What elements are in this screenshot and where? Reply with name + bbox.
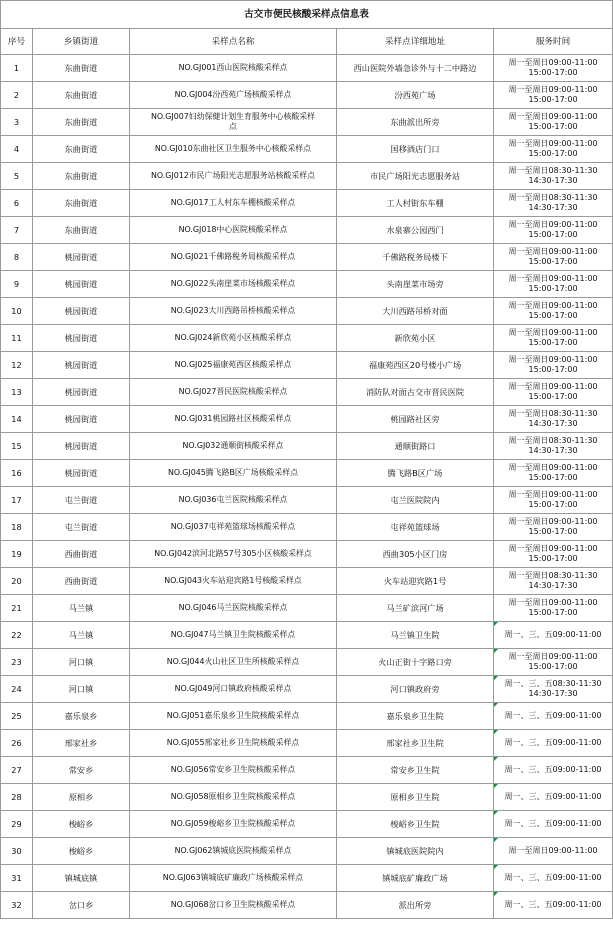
- row-number: 2: [1, 82, 33, 109]
- address-cell: 火车站迎宾路1号: [337, 568, 494, 595]
- site-name-cell: NO.GJ055邢家社乡卫生院核酸采样点: [130, 730, 337, 757]
- service-time-line: 周一至周日09:00-11:00: [508, 846, 598, 855]
- service-time-line: 15:00-17:00: [528, 230, 578, 239]
- service-time-cell: [494, 730, 613, 757]
- site-name-cell: NO.GJ046马兰医院核酸采样点: [130, 595, 337, 622]
- row-number: 26: [1, 730, 33, 757]
- table-row: [1, 406, 613, 433]
- row-number: 11: [1, 325, 33, 352]
- row-number: 13: [1, 379, 33, 406]
- service-time-line: 周一至周日09:00-11:00: [508, 517, 598, 526]
- service-time-line: 14:30-17:30: [528, 176, 578, 185]
- table-row: [1, 676, 613, 703]
- address-cell: 头南崖菜市场旁: [337, 271, 494, 298]
- table-row: [1, 703, 613, 730]
- row-number: 7: [1, 217, 33, 244]
- service-time-line: 15:00-17:00: [528, 122, 578, 131]
- service-time-cell: [494, 82, 613, 109]
- town-cell: 西曲街道: [33, 541, 130, 568]
- site-name-cell: NO.GJ062镇城底医院核酸采样点: [130, 838, 337, 865]
- address-cell: 国移酒店门口: [337, 136, 494, 163]
- service-time-line: 15:00-17:00: [528, 500, 578, 509]
- town-cell: 桃园街道: [33, 433, 130, 460]
- address-cell: 汾西苑广场: [337, 82, 494, 109]
- site-name-cell: NO.GJ037屯祥苑篮球场核酸采样点: [130, 514, 337, 541]
- town-cell: 桃园街道: [33, 298, 130, 325]
- site-name-cell: NO.GJ045腾飞路B区广场核酸采样点: [130, 460, 337, 487]
- service-time-line: 周一、三、五09:00-11:00: [504, 873, 602, 882]
- site-name-cell: NO.GJ063镇城底矿廉政广场核酸采样点: [130, 865, 337, 892]
- service-time-line: 周一、三、五08:30-11:30: [504, 679, 602, 688]
- service-time-cell: [494, 460, 613, 487]
- table-row: [1, 784, 613, 811]
- service-time-line: 周一、三、五09:00-11:00: [504, 819, 602, 828]
- service-time-line: 15:00-17:00: [528, 392, 578, 401]
- service-time-cell: [494, 622, 613, 649]
- table-row: [1, 136, 613, 163]
- header-cell-town: 乡镇街道: [33, 29, 130, 55]
- service-time-cell: [494, 514, 613, 541]
- service-time-line: 周一至周日09:00-11:00: [508, 139, 598, 148]
- table-row: [1, 622, 613, 649]
- service-time-line: 周一至周日09:00-11:00: [508, 247, 598, 256]
- row-number: 15: [1, 433, 33, 460]
- service-time-cell: [494, 838, 613, 865]
- service-time-line: 周一至周日09:00-11:00: [508, 463, 598, 472]
- service-time-line: 周一、三、五09:00-11:00: [504, 738, 602, 747]
- service-time-line: 14:30-17:30: [528, 689, 578, 698]
- service-time-line: 14:30-17:30: [528, 419, 578, 428]
- town-cell: 桃园街道: [33, 460, 130, 487]
- site-name-cell: NO.GJ044火山社区卫生所核酸采样点: [130, 649, 337, 676]
- table-row: [1, 379, 613, 406]
- row-number: 25: [1, 703, 33, 730]
- town-cell: 东曲街道: [33, 109, 130, 136]
- town-cell: 桃园街道: [33, 352, 130, 379]
- service-time-cell: [494, 595, 613, 622]
- service-time-cell: [494, 703, 613, 730]
- row-number: 6: [1, 190, 33, 217]
- table-row: [1, 892, 613, 919]
- header-cell-address: 采样点详细地址: [337, 29, 494, 55]
- town-cell: 常安乡: [33, 757, 130, 784]
- row-number: 17: [1, 487, 33, 514]
- address-cell: 马兰矿滨河广场: [337, 595, 494, 622]
- site-name-cell: NO.GJ024新欣苑小区核酸采样点: [130, 325, 337, 352]
- service-time-line: 周一至周日09:00-11:00: [508, 652, 598, 661]
- header-row: [1, 29, 613, 55]
- service-time-line: 周一、三、五09:00-11:00: [504, 765, 602, 774]
- table-row: [1, 82, 613, 109]
- row-number: 12: [1, 352, 33, 379]
- site-name-cell: NO.GJ022头南崖菜市场核酸采样点: [130, 271, 337, 298]
- service-time-line: 15:00-17:00: [528, 149, 578, 158]
- town-cell: 东曲街道: [33, 82, 130, 109]
- row-number: 28: [1, 784, 33, 811]
- address-cell: 大川西路吊桥对面: [337, 298, 494, 325]
- table-row: [1, 352, 613, 379]
- service-time-line: 15:00-17:00: [528, 527, 578, 536]
- town-cell: 桃园街道: [33, 244, 130, 271]
- row-number: 23: [1, 649, 33, 676]
- service-time-cell: [494, 649, 613, 676]
- site-name-cell: NO.GJ027晋民医院核酸采样点: [130, 379, 337, 406]
- service-time-cell: [494, 55, 613, 82]
- service-time-line: 周一至周日09:00-11:00: [508, 58, 598, 67]
- service-time-line: 15:00-17:00: [528, 554, 578, 563]
- address-cell: 福康苑西区20号楼小广场: [337, 352, 494, 379]
- address-cell: 西曲305小区门房: [337, 541, 494, 568]
- header-cell-no: 序号: [1, 29, 33, 55]
- service-time-cell: [494, 352, 613, 379]
- address-cell: 腾飞路B区广场: [337, 460, 494, 487]
- row-number: 21: [1, 595, 33, 622]
- service-time-cell: [494, 811, 613, 838]
- town-cell: 镇城底镇: [33, 865, 130, 892]
- service-time-line: 周一至周日09:00-11:00: [508, 355, 598, 364]
- service-time-line: 周一至周日09:00-11:00: [508, 490, 598, 499]
- row-number: 14: [1, 406, 33, 433]
- row-number: 8: [1, 244, 33, 271]
- row-number: 16: [1, 460, 33, 487]
- site-name-cell: NO.GJ058原相乡卫生院核酸采样点: [130, 784, 337, 811]
- table-row: [1, 487, 613, 514]
- service-time-line: 周一、三、五09:00-11:00: [504, 792, 602, 801]
- site-name-cell: NO.GJ031桃园路社区核酸采样点: [130, 406, 337, 433]
- table-row: [1, 838, 613, 865]
- row-number: 10: [1, 298, 33, 325]
- site-name-cell: NO.GJ012市民广场阳光志愿服务站核酸采样点: [130, 163, 337, 190]
- row-number: 30: [1, 838, 33, 865]
- address-cell: 屯祥苑篮球场: [337, 514, 494, 541]
- service-time-cell: [494, 379, 613, 406]
- service-time-cell: [494, 568, 613, 595]
- service-time-line: 周一至周日09:00-11:00: [508, 220, 598, 229]
- service-time-line: 15:00-17:00: [528, 95, 578, 104]
- service-time-line: 周一、三、五09:00-11:00: [504, 711, 602, 720]
- header-cell-time: 服务时间: [494, 29, 613, 55]
- site-name-cell: NO.GJ032通顺街核酸采样点: [130, 433, 337, 460]
- service-time-line: 周一、三、五09:00-11:00: [504, 900, 602, 909]
- address-cell: 消防队对面古交市晋民医院: [337, 379, 494, 406]
- service-time-cell: [494, 784, 613, 811]
- town-cell: 屯兰街道: [33, 487, 130, 514]
- table-row: [1, 460, 613, 487]
- town-cell: 东曲街道: [33, 136, 130, 163]
- table-row: [1, 865, 613, 892]
- row-number: 24: [1, 676, 33, 703]
- town-cell: 桃园街道: [33, 271, 130, 298]
- service-time-line: 周一至周日09:00-11:00: [508, 382, 598, 391]
- site-name-cell: NO.GJ068岔口乡卫生院核酸采样点: [130, 892, 337, 919]
- service-time-cell: [494, 406, 613, 433]
- town-cell: 桃园街道: [33, 325, 130, 352]
- service-time-line: 15:00-17:00: [528, 608, 578, 617]
- row-number: 31: [1, 865, 33, 892]
- table-row: [1, 811, 613, 838]
- service-time-line: 14:30-17:30: [528, 203, 578, 212]
- row-number: 1: [1, 55, 33, 82]
- service-time-line: 周一至周日08:30-11:30: [508, 166, 598, 175]
- town-cell: 梭峪乡: [33, 811, 130, 838]
- address-cell: 市民广场阳光志愿服务站: [337, 163, 494, 190]
- town-cell: 东曲街道: [33, 217, 130, 244]
- row-number: 5: [1, 163, 33, 190]
- address-cell: 东曲派出所旁: [337, 109, 494, 136]
- service-time-cell: [494, 541, 613, 568]
- service-time-line: 15:00-17:00: [528, 473, 578, 482]
- address-cell: 屯兰医院院内: [337, 487, 494, 514]
- table-row: [1, 298, 613, 325]
- site-name-cell: NO.GJ010东曲社区卫生服务中心核酸采样点: [130, 136, 337, 163]
- table-row: [1, 217, 613, 244]
- address-cell: 原相乡卫生院: [337, 784, 494, 811]
- site-name-cell: NO.GJ043火车站迎宾路1号核酸采样点: [130, 568, 337, 595]
- service-time-cell: [494, 325, 613, 352]
- table-row: [1, 568, 613, 595]
- table-row: [1, 163, 613, 190]
- address-cell: 西山医院外墙急诊外与十二中路边: [337, 55, 494, 82]
- service-time-line: 15:00-17:00: [528, 338, 578, 347]
- table-row: [1, 649, 613, 676]
- town-cell: 西曲街道: [33, 568, 130, 595]
- address-cell: 火山正街十字路口旁: [337, 649, 494, 676]
- service-time-line: 周一至周日09:00-11:00: [508, 328, 598, 337]
- address-cell: 工人村街东车棚: [337, 190, 494, 217]
- address-cell: 新欣苑小区: [337, 325, 494, 352]
- town-cell: 岔口乡: [33, 892, 130, 919]
- site-name-cell: NO.GJ001西山医院核酸采样点: [130, 55, 337, 82]
- table-row: [1, 271, 613, 298]
- site-name-cell: NO.GJ023大川西路吊桥核酸采样点: [130, 298, 337, 325]
- service-time-line: 15:00-17:00: [528, 257, 578, 266]
- service-time-cell: [494, 109, 613, 136]
- address-cell: 梭峪乡卫生院: [337, 811, 494, 838]
- address-cell: 通顺街路口: [337, 433, 494, 460]
- town-cell: 屯兰街道: [33, 514, 130, 541]
- site-name-cell: NO.GJ051嘉乐泉乡卫生院核酸采样点: [130, 703, 337, 730]
- address-cell: 邢家社乡卫生院: [337, 730, 494, 757]
- town-cell: 邢家社乡: [33, 730, 130, 757]
- table-title: 古交市便民核酸采样点信息表: [1, 1, 613, 29]
- table-row: [1, 55, 613, 82]
- service-time-cell: [494, 676, 613, 703]
- service-time-line: 14:30-17:30: [528, 581, 578, 590]
- town-cell: 东曲街道: [33, 190, 130, 217]
- town-cell: 马兰镇: [33, 622, 130, 649]
- service-time-line: 15:00-17:00: [528, 68, 578, 77]
- town-cell: 河口镇: [33, 649, 130, 676]
- site-name-cell: NO.GJ018中心医院核酸采样点: [130, 217, 337, 244]
- table-row: [1, 325, 613, 352]
- site-name-cell: NO.GJ047马兰镇卫生院核酸采样点: [130, 622, 337, 649]
- service-time-line: 周一至周日08:30-11:30: [508, 193, 598, 202]
- row-number: 19: [1, 541, 33, 568]
- header-cell-site: 采样点名称: [130, 29, 337, 55]
- service-time-cell: [494, 298, 613, 325]
- service-time-line: 周一至周日08:30-11:30: [508, 436, 598, 445]
- service-time-line: 周一至周日09:00-11:00: [508, 544, 598, 553]
- row-number: 4: [1, 136, 33, 163]
- service-time-line: 周一至周日09:00-11:00: [508, 112, 598, 121]
- service-time-cell: [494, 271, 613, 298]
- service-time-line: 周一至周日09:00-11:00: [508, 274, 598, 283]
- service-time-cell: [494, 487, 613, 514]
- address-cell: 派出所旁: [337, 892, 494, 919]
- row-number: 20: [1, 568, 33, 595]
- address-cell: 嘉乐泉乡卫生院: [337, 703, 494, 730]
- table-row: [1, 595, 613, 622]
- service-time-cell: [494, 163, 613, 190]
- service-time-line: 15:00-17:00: [528, 365, 578, 374]
- site-name-cell: NO.GJ017工人村东车棚核酸采样点: [130, 190, 337, 217]
- row-number: 29: [1, 811, 33, 838]
- site-name-cell: NO.GJ004汾西苑广场核酸采样点: [130, 82, 337, 109]
- service-time-cell: [494, 865, 613, 892]
- site-name-cell: NO.GJ042滨河北路57号305小区核酸采样点: [130, 541, 337, 568]
- site-name-cell: NO.GJ021千佛路税务局核酸采样点: [130, 244, 337, 271]
- row-number: 18: [1, 514, 33, 541]
- address-cell: 水泉寨公园西门: [337, 217, 494, 244]
- site-name-cell: NO.GJ056常安乡卫生院核酸采样点: [130, 757, 337, 784]
- row-number: 3: [1, 109, 33, 136]
- service-time-cell: [494, 136, 613, 163]
- address-cell: 镇城底矿廉政广场: [337, 865, 494, 892]
- service-time-line: 周一至周日09:00-11:00: [508, 85, 598, 94]
- site-name-cell: NO.GJ036屯兰医院核酸采样点: [130, 487, 337, 514]
- table-row: [1, 541, 613, 568]
- town-cell: 马兰镇: [33, 595, 130, 622]
- site-name-cell: NO.GJ049河口镇政府核酸采样点: [130, 676, 337, 703]
- town-cell: 河口镇: [33, 676, 130, 703]
- service-time-line: 15:00-17:00: [528, 662, 578, 671]
- service-time-line: 14:30-17:30: [528, 446, 578, 455]
- address-cell: 河口镇政府旁: [337, 676, 494, 703]
- table-row: [1, 757, 613, 784]
- site-name-line: 点: [229, 122, 237, 131]
- town-cell: 东曲街道: [33, 163, 130, 190]
- address-cell: 马兰镇卫生院: [337, 622, 494, 649]
- table-row: [1, 514, 613, 541]
- address-cell: 镇城底医院院内: [337, 838, 494, 865]
- service-time-line: 周一至周日08:30-11:30: [508, 571, 598, 580]
- row-number: 27: [1, 757, 33, 784]
- row-number: 9: [1, 271, 33, 298]
- service-time-line: 15:00-17:00: [528, 311, 578, 320]
- service-time-line: 周一至周日09:00-11:00: [508, 301, 598, 310]
- site-name-cell: [130, 109, 337, 136]
- town-cell: 梭峪乡: [33, 838, 130, 865]
- service-time-cell: [494, 190, 613, 217]
- row-number: 32: [1, 892, 33, 919]
- site-name-cell: NO.GJ059梭峪乡卫生院核酸采样点: [130, 811, 337, 838]
- row-number: 22: [1, 622, 33, 649]
- site-name-cell: NO.GJ025福康苑西区核酸采样点: [130, 352, 337, 379]
- table-row: [1, 109, 613, 136]
- service-time-line: 周一、三、五09:00-11:00: [504, 630, 602, 639]
- town-cell: 嘉乐泉乡: [33, 703, 130, 730]
- town-cell: 桃园街道: [33, 406, 130, 433]
- address-cell: 千佛路税务局楼下: [337, 244, 494, 271]
- site-name-line: NO.GJ007妇幼保健计划生育服务中心核酸采样: [150, 112, 316, 121]
- service-time-line: 15:00-17:00: [528, 284, 578, 293]
- service-time-line: 周一至周日09:00-11:00: [508, 598, 598, 607]
- service-time-cell: [494, 217, 613, 244]
- service-time-line: 周一至周日08:30-11:30: [508, 409, 598, 418]
- service-time-cell: [494, 433, 613, 460]
- service-time-cell: [494, 244, 613, 271]
- table-row: [1, 244, 613, 271]
- service-time-cell: [494, 757, 613, 784]
- address-cell: 常安乡卫生院: [337, 757, 494, 784]
- table-row: [1, 730, 613, 757]
- service-time-cell: [494, 892, 613, 919]
- town-cell: 东曲街道: [33, 55, 130, 82]
- table-row: [1, 433, 613, 460]
- town-cell: 原相乡: [33, 784, 130, 811]
- address-cell: 桃园路社区旁: [337, 406, 494, 433]
- table-row: [1, 190, 613, 217]
- town-cell: 桃园街道: [33, 379, 130, 406]
